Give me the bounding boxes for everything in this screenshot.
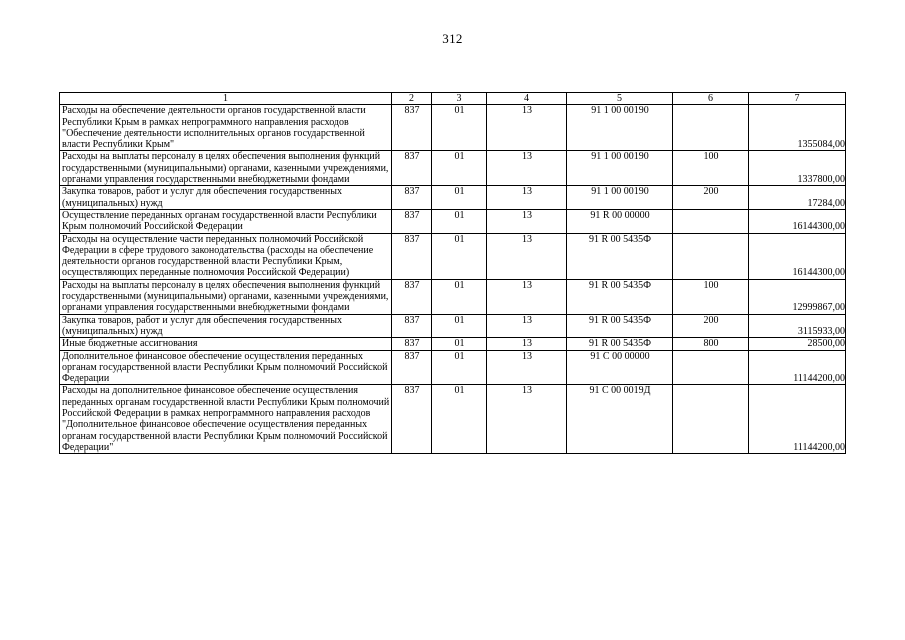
cell-expense-type — [673, 209, 749, 233]
cell-name: Расходы на дополнительное финансовое обеспечение осуществления переданных органам государственной власти Республики Крым полномочий Российской Федерации в рамках непрограммного направления расходов "Дополнительное финансовое обеспечение осуществления переданных органам государственной власти Республики Крым полномочий Российской Федерации" — [60, 385, 392, 454]
cell-amount: 3115933,00 — [749, 314, 846, 338]
table-row — [60, 279, 846, 314]
cell-amount: 28500,00 — [749, 338, 846, 350]
cell-name: Расходы на обеспечение деятельности органов государственной власти Республики Крым в рамках непрограммного направления расходов "Обеспечение деятельности исполнительных органов государственной власти Республики Крым" — [60, 105, 392, 151]
cell-section: 01 — [432, 186, 487, 210]
cell-expense-type: 200 — [673, 186, 749, 210]
cell-amount: 11144200,00 — [749, 350, 846, 385]
cell-amount: 12999867,00 — [749, 279, 846, 314]
cell-amount: 16144300,00 — [749, 209, 846, 233]
cell-expense-type: 800 — [673, 338, 749, 350]
cell-amount: 1355084,00 — [749, 105, 846, 151]
cell-target-article: 91 С 00 0019Д — [567, 385, 673, 454]
cell-section: 01 — [432, 350, 487, 385]
cell-amount: 17284,00 — [749, 186, 846, 210]
cell-ved: 837 — [392, 314, 432, 338]
cell-ved: 837 — [392, 350, 432, 385]
cell-name: Расходы на выплаты персоналу в целях обеспечения выполнения функций государственными (муниципальными) органами, казенными учреждениями, органами управления государственными внебюджетными фондами — [60, 151, 392, 186]
column-header: 1 — [60, 93, 392, 105]
column-header: 4 — [487, 93, 567, 105]
cell-ved: 837 — [392, 186, 432, 210]
column-header: 2 — [392, 93, 432, 105]
cell-subsection: 13 — [487, 186, 567, 210]
header-row — [60, 93, 846, 105]
cell-expense-type: 100 — [673, 279, 749, 314]
cell-section: 01 — [432, 233, 487, 279]
table-row — [60, 186, 846, 210]
cell-section: 01 — [432, 105, 487, 151]
cell-subsection: 13 — [487, 279, 567, 314]
cell-section: 01 — [432, 338, 487, 350]
cell-subsection: 13 — [487, 209, 567, 233]
cell-target-article: 91 1 00 00190 — [567, 186, 673, 210]
cell-target-article: 91 R 00 5435Ф — [567, 338, 673, 350]
cell-target-article: 91 R 00 00000 — [567, 209, 673, 233]
column-header: 3 — [432, 93, 487, 105]
table-row — [60, 151, 846, 186]
cell-ved: 837 — [392, 385, 432, 454]
cell-name: Расходы на выплаты персоналу в целях обеспечения выполнения функций государственными (муниципальными) органами, казенными учреждениями, органами управления государственными внебюджетными фондами — [60, 279, 392, 314]
table-row — [60, 338, 846, 350]
cell-section: 01 — [432, 209, 487, 233]
cell-expense-type: 200 — [673, 314, 749, 338]
table-row — [60, 105, 846, 151]
cell-target-article: 91 С 00 00000 — [567, 350, 673, 385]
cell-subsection: 13 — [487, 233, 567, 279]
cell-name: Осуществление переданных органам государственной власти Республики Крым полномочий Российской Федерации — [60, 209, 392, 233]
table-row — [60, 314, 846, 338]
cell-expense-type — [673, 233, 749, 279]
cell-expense-type — [673, 105, 749, 151]
cell-ved: 837 — [392, 209, 432, 233]
cell-ved: 837 — [392, 279, 432, 314]
cell-ved: 837 — [392, 338, 432, 350]
cell-subsection: 13 — [487, 338, 567, 350]
cell-name: Иные бюджетные ассигнования — [60, 338, 392, 350]
table-header — [60, 93, 846, 105]
cell-name: Дополнительное финансовое обеспечение осуществления переданных органам государственной власти Республики Крым полномочий Российской Федерации — [60, 350, 392, 385]
cell-subsection: 13 — [487, 151, 567, 186]
cell-section: 01 — [432, 279, 487, 314]
cell-target-article: 91 1 00 00190 — [567, 151, 673, 186]
cell-expense-type: 100 — [673, 151, 749, 186]
cell-target-article: 91 R 00 5435Ф — [567, 233, 673, 279]
cell-name: Расходы на осуществление части переданных полномочий Российской Федерации в сфере трудового законодательства (расходы на обеспечение деятельности органов государственной власти Республики Крым, осуществляющих переданные полномочия Российской Федерации) — [60, 233, 392, 279]
cell-ved: 837 — [392, 151, 432, 186]
cell-section: 01 — [432, 151, 487, 186]
page-number: 312 — [442, 31, 463, 46]
cell-target-article: 91 1 00 00190 — [567, 105, 673, 151]
column-header: 7 — [749, 93, 846, 105]
cell-amount: 11144200,00 — [749, 385, 846, 454]
cell-ved: 837 — [392, 105, 432, 151]
column-header: 5 — [567, 93, 673, 105]
table-row — [60, 385, 846, 454]
cell-ved: 837 — [392, 233, 432, 279]
budget-table — [59, 92, 846, 454]
cell-name: Закупка товаров, работ и услуг для обеспечения государственных (муниципальных) нужд — [60, 186, 392, 210]
table-body — [60, 105, 846, 454]
column-header: 6 — [673, 93, 749, 105]
cell-section: 01 — [432, 314, 487, 338]
cell-target-article: 91 R 00 5435Ф — [567, 314, 673, 338]
cell-expense-type — [673, 385, 749, 454]
cell-amount: 1337800,00 — [749, 151, 846, 186]
cell-subsection: 13 — [487, 105, 567, 151]
cell-section: 01 — [432, 385, 487, 454]
cell-expense-type — [673, 350, 749, 385]
cell-subsection: 13 — [487, 314, 567, 338]
cell-amount: 16144300,00 — [749, 233, 846, 279]
cell-subsection: 13 — [487, 350, 567, 385]
table-row — [60, 233, 846, 279]
table-row — [60, 209, 846, 233]
cell-name: Закупка товаров, работ и услуг для обеспечения государственных (муниципальных) нужд — [60, 314, 392, 338]
cell-subsection: 13 — [487, 385, 567, 454]
cell-target-article: 91 R 00 5435Ф — [567, 279, 673, 314]
table-row — [60, 350, 846, 385]
